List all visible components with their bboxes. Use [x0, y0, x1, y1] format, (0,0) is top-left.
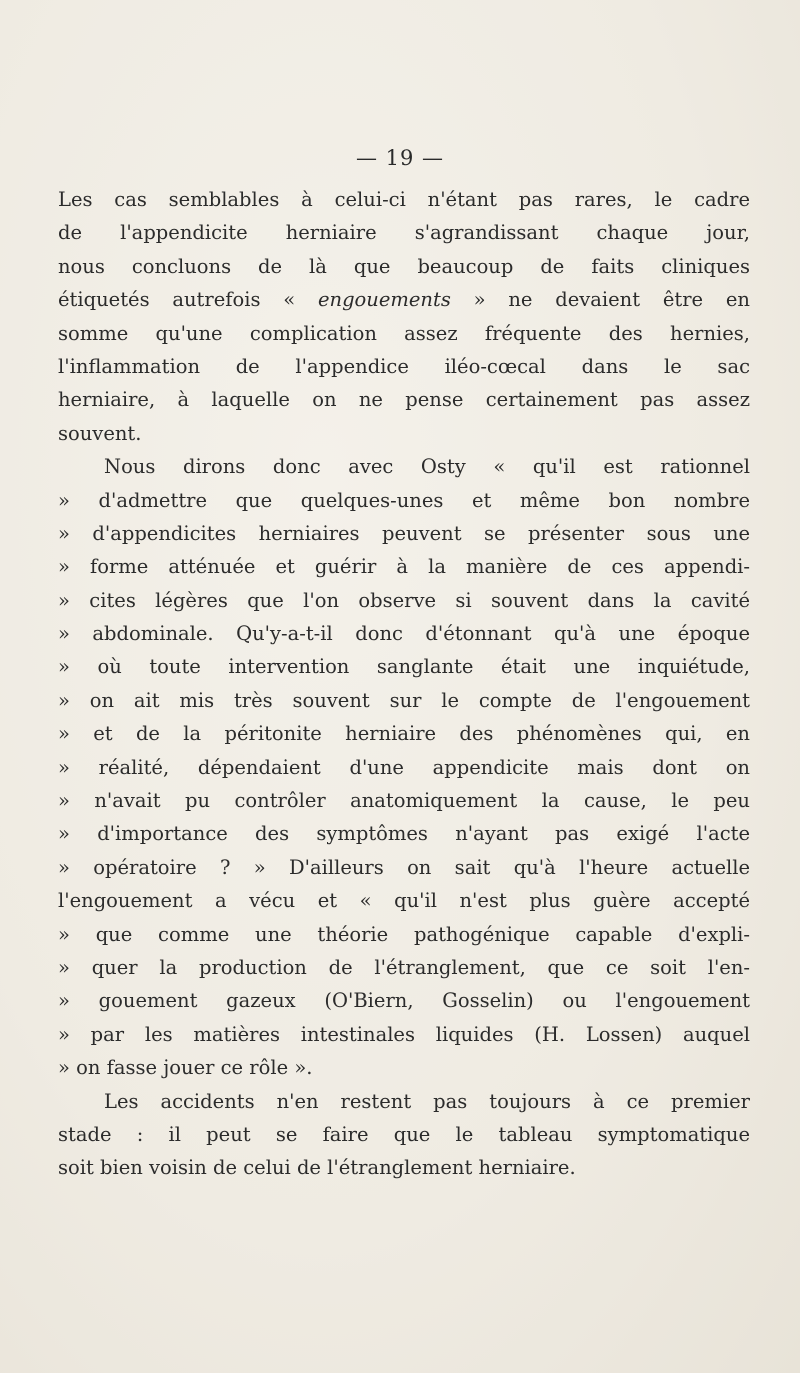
text-line: l'engouement a vécu et « qu'il n'est plus guère accepté	[58, 889, 750, 913]
text-line: » où toute intervention sanglante était une inquiétude,	[58, 655, 750, 679]
text-line: nous concluons de là que beaucoup de faits cliniques	[58, 254, 750, 278]
page-number: — 19 —	[355, 146, 445, 170]
text-line: » d'admettre que quelques-unes et même bon nombre	[58, 488, 750, 512]
text-line: somme qu'une complication assez fréquente des hernies,	[58, 321, 750, 345]
text-line: soit bien voisin de celui de l'étranglement herniaire.	[58, 1156, 576, 1180]
text-line: l'inflammation de l'appendice iléo-cœcal dans le sac	[58, 354, 750, 378]
text-line: Les cas semblables à celui-ci n'étant pas rares, le cadre	[58, 188, 750, 211]
text-line: » n'avait pu contrôler anatomiquement la cause, le peu	[58, 789, 750, 813]
body-text	[58, 183, 750, 1185]
text-line: » forme atténuée et guérir à la manière de ces appendi-	[58, 555, 750, 579]
text-line: » on ait mis très souvent sur le compte de l'engouement	[58, 688, 750, 712]
text-line: de l'appendicite herniaire s'agrandissant chaque jour,	[58, 221, 750, 245]
text-line: » réalité, dépendaient d'une appendicite mais dont on	[58, 755, 750, 779]
text-line: » d'importance des symptômes n'ayant pas exigé l'acte	[58, 822, 750, 846]
text-line: souvent.	[58, 421, 142, 445]
text-line: étiquetés autrefois « engouements » ne devaient être en	[58, 288, 750, 312]
text-line: » abdominale. Qu'y-a-t-il donc d'étonnant qu'à une époque	[58, 622, 750, 646]
text-line: stade : il peut se faire que le tableau symptomatique	[58, 1122, 750, 1146]
text-line: Nous dirons donc avec Osty « qu'il est rationnel	[104, 455, 750, 479]
text-line: » on fasse jouer ce rôle ».	[58, 1056, 313, 1080]
text-line: » et de la péritonite herniaire des phénomènes qui, en	[58, 722, 750, 746]
text-line: » cites légères que l'on observe si souvent dans la cavité	[58, 588, 750, 612]
italic-word: engouements	[317, 288, 451, 312]
text-line: » gouement gazeux (O'Biern, Gosselin) ou l'engouement	[58, 989, 750, 1013]
text-line: herniaire, à laquelle on ne pense certainement pas assez	[58, 388, 750, 412]
text-line: » d'appendicites herniaires peuvent se présenter sous une	[58, 521, 750, 545]
text-line: » par les matières intestinales liquides (H. Lossen) auquel	[58, 1022, 750, 1046]
text-line: » que comme une théorie pathogénique capable d'expli-	[58, 922, 750, 946]
text-line: Les accidents n'en restent pas toujours à ce premier	[104, 1089, 750, 1113]
text-line: » opératoire ? » D'ailleurs on sait qu'à l'heure actuelle	[58, 855, 750, 879]
text-line: » quer la production de l'étranglement, que ce soit l'en-	[58, 955, 750, 979]
